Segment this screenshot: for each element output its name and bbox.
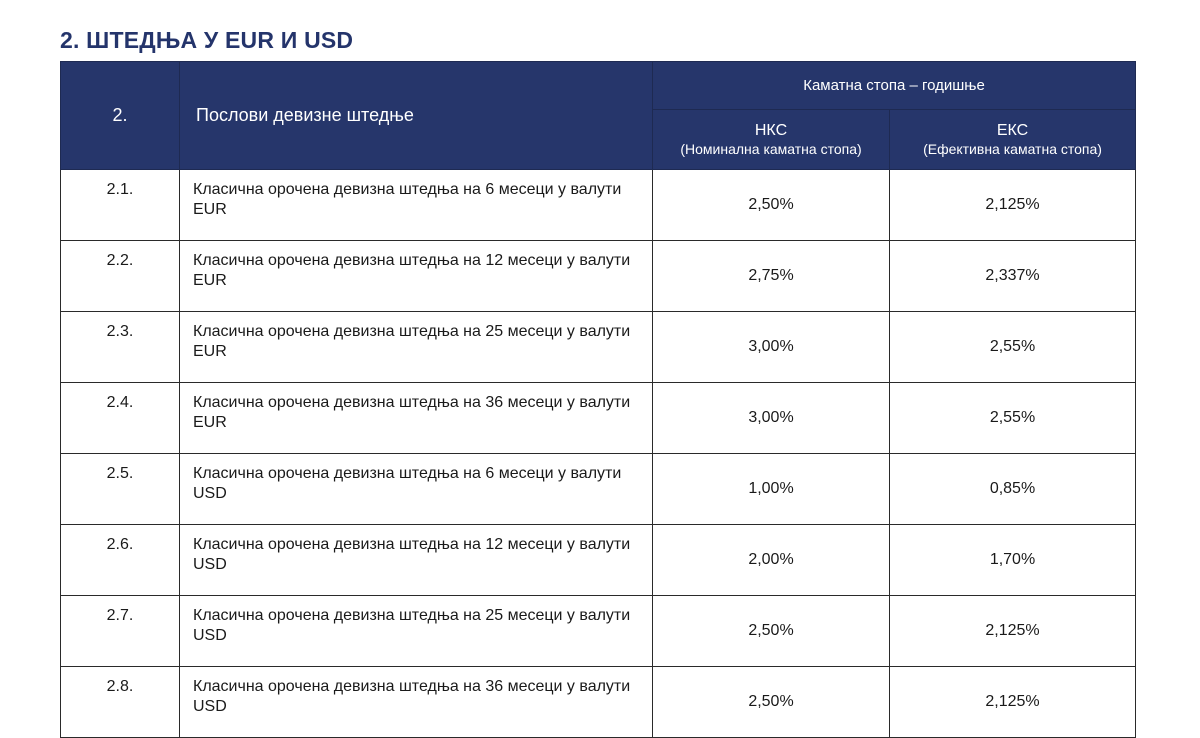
header-interest-rate-group: Каматна стопа – годишње [653,62,1136,110]
row-description: Класична орочена девизна штедња на 36 месеци у валути EUR [180,383,653,454]
section-title: 2. ШТЕДЊА У EUR И USD [60,27,354,53]
row-description: Класична орочена девизна штедња на 36 месеци у валути USD [180,667,653,738]
row-eks: 0,85% [890,454,1136,525]
row-eks: 2,55% [890,312,1136,383]
header-number: 2. [61,62,180,170]
table-row [61,454,1136,525]
row-nks: 2,50% [653,596,890,667]
table-header [61,62,1136,170]
row-eks: 2,55% [890,383,1136,454]
header-name: Послови девизне штедње [180,62,653,170]
row-eks: 2,337% [890,241,1136,312]
row-eks: 2,125% [890,170,1136,241]
table-row [61,525,1136,596]
row-nks: 1,00% [653,454,890,525]
row-nks: 3,00% [653,383,890,454]
table-row [61,312,1136,383]
row-description: Класична орочена девизна штедња на 6 месеци у валути EUR [180,170,653,241]
row-number: 2.3. [61,312,180,383]
row-nks: 2,50% [653,667,890,738]
savings-rates-table [60,61,1136,738]
header-nks-abbr: НКС [754,121,788,139]
row-number: 2.2. [61,241,180,312]
header-eks-full: (Ефективна каматна стопа) [923,140,1102,157]
row-number: 2.7. [61,596,180,667]
row-eks: 2,125% [890,667,1136,738]
header-eks [890,110,1136,170]
row-nks: 2,50% [653,170,890,241]
row-number: 2.5. [61,454,180,525]
table-body [61,170,1136,738]
row-description: Класична орочена девизна штедња на 25 месеци у валути EUR [180,312,653,383]
row-nks: 3,00% [653,312,890,383]
table-row [61,596,1136,667]
row-nks: 2,00% [653,525,890,596]
header-eks-abbr: ЕКС [996,121,1029,139]
row-number: 2.1. [61,170,180,241]
row-number: 2.4. [61,383,180,454]
header-nks [653,110,890,170]
row-description: Класична орочена девизна штедња на 6 месеци у валути USD [180,454,653,525]
table-row [61,667,1136,738]
row-number: 2.8. [61,667,180,738]
row-description: Класична орочена девизна штедња на 25 месеци у валути USD [180,596,653,667]
table-row [61,170,1136,241]
row-number: 2.6. [61,525,180,596]
row-eks: 2,125% [890,596,1136,667]
table-row [61,241,1136,312]
row-eks: 1,70% [890,525,1136,596]
table-row [61,383,1136,454]
row-description: Класична орочена девизна штедња на 12 месеци у валути USD [180,525,653,596]
row-description: Класична орочена девизна штедња на 12 месеци у валути EUR [180,241,653,312]
row-nks: 2,75% [653,241,890,312]
header-nks-full: (Номинална каматна стопа) [680,140,862,157]
